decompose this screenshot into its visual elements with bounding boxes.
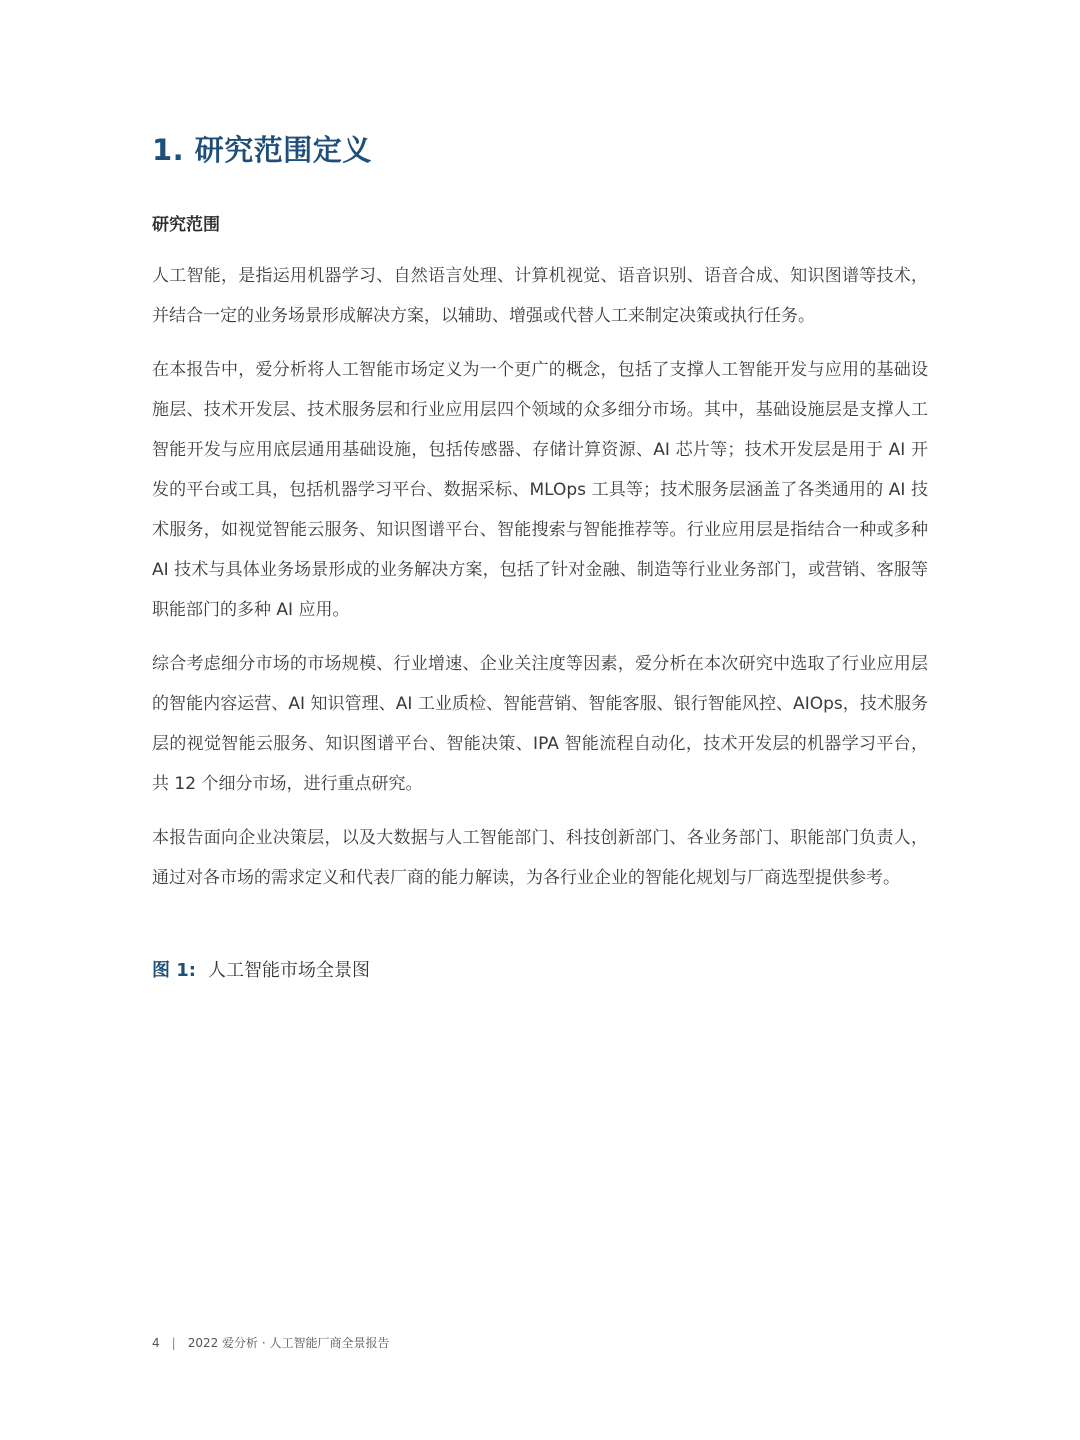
- figure-caption: [152, 956, 370, 982]
- report-title: 2022 爱分析 · 人工智能厂商全景报告: [187, 1336, 390, 1350]
- page-number: 4: [152, 1336, 160, 1350]
- subheading: 研究范围: [152, 215, 220, 235]
- figure-label: 图 1:: [152, 960, 196, 981]
- body-text: [152, 256, 928, 912]
- paragraph-market-scope: 在本报告中，爱分析将人工智能市场定义为一个更广的概念，包括了支撑人工智能开发与应用的基础设施层、技术开发层、技术服务层和行业应用层四个领域的众多细分市场。其中，基础设施层是支撑人工智能开发与应用底层通用基础设施，包括传感器、存储计算资源、AI 芯片等；技术开发层是用于 AI 开发的平台或工具，包括机器学习平台、数据采标、MLOps 工具等；技术服务层涵盖了各类通用的 AI 技术服务，如视觉智能云服务、知识图谱平台、智能搜索与智能推荐等。行业应用层是指结合一种或多种 AI 技术与具体业务场景形成的业务解决方案，包括了针对金融、制造等行业业务部门，或营销、客服等职能部门的多种 AI 应用。: [152, 360, 928, 620]
- paragraph-selected-markets: 综合考虑细分市场的市场规模、行业增速、企业关注度等因素，爱分析在本次研究中选取了行业应用层的智能内容运营、AI 知识管理、AI 工业质检、智能营销、智能客服、银行智能风控、AIOps，技术服务层的视觉智能云服务、知识图谱平台、智能决策、IPA 智能流程自动化，技术开发层的机器学习平台，共 12 个细分市场，进行重点研究。: [152, 654, 928, 794]
- figure-title: 人工智能市场全景图: [208, 960, 370, 981]
- paragraph-audience: 本报告面向企业决策层，以及大数据与人工智能部门、科技创新部门、各业务部门、职能部门负责人，通过对各市场的需求定义和代表厂商的能力解读，为各行业企业的智能化规划与厂商选型提供参考。: [152, 828, 928, 888]
- page-footer: [152, 1334, 390, 1351]
- section-title: 1. 研究范围定义: [152, 133, 372, 167]
- footer-separator: |: [171, 1336, 176, 1350]
- paragraph-definition: 人工智能，是指运用机器学习、自然语言处理、计算机视觉、语音识别、语音合成、知识图谱等技术，并结合一定的业务场景形成解决方案，以辅助、增强或代替人工来制定决策或执行任务。: [152, 266, 928, 326]
